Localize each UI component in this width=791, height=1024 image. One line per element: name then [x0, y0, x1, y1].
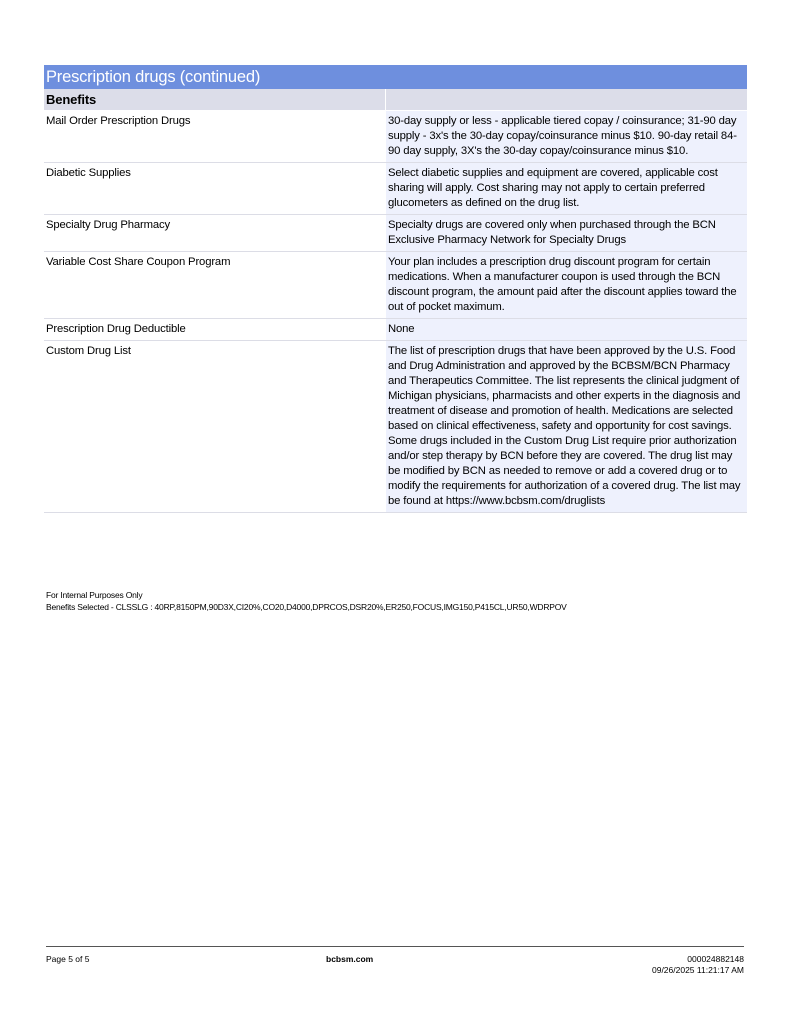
table-row: [44, 163, 747, 215]
table-header-row: [44, 89, 747, 111]
benefit-value: The list of prescription drugs that have been approved by the U.S. Food and Drug Administration and approved by the BCBSM/BCN Pharmacy and Therapeutics Committee. The list represents the clinical judgment of Michigan physicians, pharmacists and other experts in the diagnosis and treatment of disease and promotion of health. Medications are selected based on clinical effectiveness, safety and opportunity for cost savings. Some drugs included in the Custom Drug List require prior authorization and/or step therapy by BCN before they are covered. The drug list may be modified by BCN as needed to remove or add a covered drug or to modify the requirements for authorization of a covered drug. The list may be found at https://www.bcbsm.com/druglists: [386, 341, 747, 512]
document-info: [652, 954, 744, 976]
print-timestamp: 09/26/2025 11:21:17 AM: [651, 965, 744, 975]
value-column-header: [386, 89, 747, 110]
benefit-label: Mail Order Prescription Drugs: [46, 115, 191, 127]
table-row: [44, 341, 747, 513]
benefit-value: 30-day supply or less - applicable tiered copay / coinsurance; 31-90 day supply - 3x's the 30-day copay/coinsurance minus $10. 90-day retail 84-90 day supply, 3X's the 30-day copay/coinsurance minus $10.: [386, 111, 747, 162]
table-row: [44, 215, 747, 252]
benefit-value: Your plan includes a prescription drug discount program for certain medications. When a manufacturer coupon is used through the BCN discount program, the amount paid after the discount applies toward the out of pocket maximum.: [386, 252, 747, 318]
internal-footnote: [46, 589, 567, 613]
table-row: [44, 319, 747, 341]
benefits-table: [44, 89, 747, 513]
benefit-label: Custom Drug List: [46, 345, 131, 357]
benefits-selected-codes: Benefits Selected - CLSSLG : 40RP,8150PM,90D3X,CI20%,CO20,D4000,DPRCOS,DSR20%,ER250,FOCUS,IMG150,P415CL,UR50,WDRPOV: [46, 602, 567, 612]
benefit-label: Prescription Drug Deductible: [46, 323, 186, 335]
internal-purposes-note: For Internal Purposes Only: [46, 590, 143, 600]
table-row: [44, 252, 747, 319]
section-title: Prescription drugs (continued): [44, 65, 747, 89]
table-row: [44, 111, 747, 163]
benefits-column-header: Benefits: [44, 89, 385, 110]
page-number: Page 5 of 5: [46, 954, 90, 964]
benefit-value: Select diabetic supplies and equipment are covered, applicable cost sharing will apply. Cost sharing may not apply to certain preferred glucometers as defined on the drug list.: [386, 163, 747, 214]
benefit-value: Specialty drugs are covered only when purchased through the BCN Exclusive Pharmacy Network for Specialty Drugs: [386, 215, 747, 251]
benefit-label: Variable Cost Share Coupon Program: [46, 256, 231, 268]
site-link[interactable]: bcbsm.com: [326, 954, 374, 964]
benefit-label: Specialty Drug Pharmacy: [46, 219, 171, 231]
benefit-label: Diabetic Supplies: [46, 167, 131, 179]
document-id: 000024882148: [687, 954, 744, 964]
benefit-value: None: [386, 319, 747, 340]
footer-divider: [46, 946, 744, 947]
